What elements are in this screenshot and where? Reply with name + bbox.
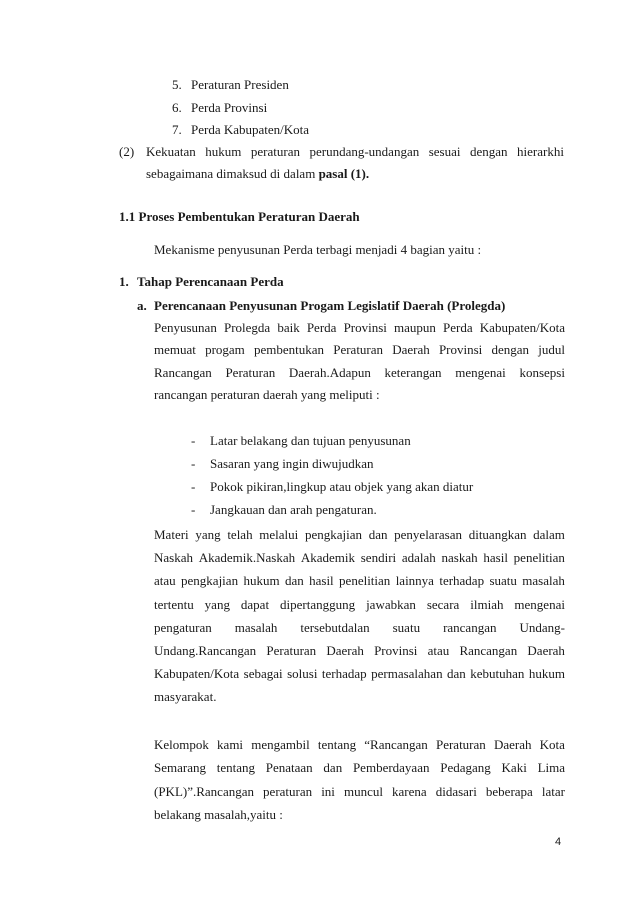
word: masalah bbox=[522, 573, 565, 588]
paragraph-line bbox=[154, 597, 565, 613]
word: naskah bbox=[441, 550, 478, 565]
word: progam bbox=[205, 342, 245, 357]
word: dengan bbox=[491, 342, 530, 357]
word: keterangan bbox=[384, 365, 442, 380]
word: yang bbox=[195, 527, 221, 542]
word: rancangan bbox=[443, 620, 497, 635]
paragraph-line bbox=[154, 784, 565, 800]
word: peraturan bbox=[263, 784, 313, 799]
word: dan bbox=[447, 666, 466, 681]
list-item-text: Perda Provinsi bbox=[191, 100, 268, 115]
word: penelitian bbox=[339, 573, 391, 588]
paragraph-line bbox=[154, 643, 565, 659]
word: karena bbox=[392, 784, 427, 799]
word: hukum bbox=[528, 666, 565, 681]
word: Rancangan bbox=[459, 643, 518, 658]
word: “Rancangan bbox=[364, 737, 428, 752]
word: pembentukan bbox=[253, 342, 325, 357]
word: Kabupaten/Kota bbox=[479, 320, 565, 335]
word: solusi bbox=[287, 666, 318, 681]
word: Kota bbox=[539, 737, 565, 752]
word: muncul bbox=[343, 784, 383, 799]
word: dipertanggung bbox=[280, 597, 356, 612]
word: penelitian bbox=[513, 550, 565, 565]
word: masalah bbox=[234, 620, 278, 635]
bullet-text: Pokok pikiran,lingkup atau objek yang akan diatur bbox=[210, 479, 474, 494]
sub-letter: a. bbox=[137, 298, 147, 313]
word: maupun bbox=[394, 320, 436, 335]
word: (PKL)”.Rancangan bbox=[154, 784, 254, 799]
word: kami bbox=[217, 737, 244, 752]
clause-line: sebagaimana dimaksud di dalam pasal (1). bbox=[146, 166, 370, 181]
word: atau bbox=[427, 643, 450, 658]
word: Kabupaten/Kota bbox=[154, 666, 240, 681]
paragraph-last-line: rancangan peraturan daerah yang meliputi : bbox=[154, 387, 380, 402]
word: Provinsi bbox=[438, 342, 483, 357]
bullet-marker: - bbox=[191, 502, 196, 517]
clause-line bbox=[146, 144, 564, 160]
word: hukum bbox=[205, 144, 242, 159]
word: suatu bbox=[489, 573, 517, 588]
word: dan bbox=[368, 527, 388, 542]
word: Daerah.Adapun bbox=[288, 365, 371, 380]
list-item-text: Perda Kabupaten/Kota bbox=[191, 122, 310, 137]
word: tentang bbox=[317, 737, 357, 752]
word: Provinsi bbox=[343, 320, 387, 335]
word: dengan bbox=[469, 144, 508, 159]
word: Daerah bbox=[392, 342, 430, 357]
paragraph-line bbox=[154, 573, 565, 589]
word: judul bbox=[538, 342, 565, 357]
word: dan bbox=[284, 573, 304, 588]
word: Peraturan bbox=[266, 643, 317, 658]
paragraph-line bbox=[154, 365, 565, 381]
list-item-number: 7. bbox=[172, 122, 182, 137]
word: Peraturan bbox=[435, 737, 486, 752]
word: lainnya bbox=[395, 573, 434, 588]
word: dapat bbox=[240, 597, 270, 612]
paragraph-last-line: masyarakat. bbox=[154, 689, 217, 704]
word: latar bbox=[541, 784, 565, 799]
word: Akademik bbox=[300, 550, 356, 565]
word: melalui bbox=[259, 527, 299, 542]
paragraph-line bbox=[154, 320, 565, 336]
word: didasari bbox=[435, 784, 477, 799]
word: tersebutdalan bbox=[300, 620, 370, 635]
word: tentang bbox=[216, 760, 255, 775]
word: Kelompok bbox=[154, 737, 209, 752]
step-number: 1. bbox=[119, 274, 129, 289]
word: Daerah bbox=[493, 737, 532, 752]
sub-title: Perencanaan Penyusunan Progam Legislatif Daerah (Prolegda) bbox=[154, 298, 506, 313]
word: sebagai bbox=[243, 666, 283, 681]
word: dituangkan bbox=[468, 527, 527, 542]
word: Materi bbox=[154, 527, 189, 542]
word: hukum bbox=[243, 573, 280, 588]
bullet-text: Jangkauan dan arah pengaturan. bbox=[210, 502, 377, 517]
word: baik bbox=[277, 320, 300, 335]
paragraph-line bbox=[154, 342, 565, 358]
word: Peraturan bbox=[333, 342, 384, 357]
intro-text: Mekanisme penyusunan Perda terbagi menjadi 4 bagian yaitu : bbox=[154, 242, 482, 257]
word: Pemberdayaan bbox=[352, 760, 430, 775]
word: mengambil bbox=[251, 737, 310, 752]
word: Daerah bbox=[326, 643, 364, 658]
word: jawabkan bbox=[366, 597, 416, 612]
paragraph-line bbox=[154, 737, 565, 753]
word: beberapa bbox=[485, 784, 533, 799]
word: yang bbox=[204, 597, 230, 612]
list-item-number: 5. bbox=[172, 77, 182, 92]
word: mengenai bbox=[455, 365, 506, 380]
word: Provinsi bbox=[374, 643, 418, 658]
paragraph-line bbox=[154, 760, 565, 776]
word: Perda bbox=[306, 320, 337, 335]
paragraph-last-line: belakang masalah,yaitu : bbox=[154, 807, 283, 822]
word: Kekuatan bbox=[146, 144, 196, 159]
word: Akademik.Naskah bbox=[198, 550, 296, 565]
list-item-number: 6. bbox=[172, 100, 182, 115]
word: perundang-undangan bbox=[309, 144, 420, 159]
word: hierarkhi bbox=[517, 144, 564, 159]
word: terhadap bbox=[439, 573, 485, 588]
word: memuat bbox=[154, 342, 196, 357]
word: sendiri bbox=[360, 550, 397, 565]
word: Undang.Rancangan bbox=[154, 643, 257, 658]
word: Kaki bbox=[501, 760, 527, 775]
paragraph-line bbox=[154, 666, 565, 682]
word: Peraturan bbox=[225, 365, 276, 380]
word: Lima bbox=[537, 760, 565, 775]
section-heading: 1.1 Proses Pembentukan Peraturan Daerah bbox=[119, 209, 360, 224]
word: Undang- bbox=[519, 620, 565, 635]
word: Naskah bbox=[154, 550, 193, 565]
word: mengenai bbox=[514, 597, 565, 612]
word: hasil bbox=[309, 573, 334, 588]
word: kebutuhan bbox=[470, 666, 525, 681]
paragraph-line bbox=[154, 527, 565, 543]
word: Pedagang bbox=[440, 760, 491, 775]
word: peraturan bbox=[250, 144, 300, 159]
word: Penyusunan bbox=[154, 320, 217, 335]
word: dalam bbox=[533, 527, 565, 542]
word: telah bbox=[227, 527, 253, 542]
word: pengaturan bbox=[154, 620, 212, 635]
word: Semarang bbox=[154, 760, 206, 775]
word: Rancangan bbox=[154, 365, 212, 380]
bullet-text: Sasaran yang ingin diwujudkan bbox=[210, 456, 374, 471]
word: Daerah bbox=[527, 643, 565, 658]
step-title: Tahap Perencanaan Perda bbox=[137, 274, 284, 289]
page-number: 4 bbox=[555, 836, 562, 848]
list-item-text: Peraturan Presiden bbox=[191, 77, 289, 92]
word: secara bbox=[426, 597, 460, 612]
word: dan bbox=[323, 760, 343, 775]
word: hasil bbox=[483, 550, 508, 565]
paragraph-line bbox=[154, 620, 565, 636]
word: permasalahan bbox=[371, 666, 443, 681]
clause-number: (2) bbox=[119, 144, 135, 159]
word: pengkajian bbox=[181, 573, 239, 588]
word: suatu bbox=[392, 620, 421, 635]
word: ini bbox=[321, 784, 335, 799]
word: ilmiah bbox=[470, 597, 504, 612]
word: Perda bbox=[443, 320, 473, 335]
word: Prolegda bbox=[223, 320, 271, 335]
word: terhadap bbox=[321, 666, 367, 681]
bullet-marker: - bbox=[191, 433, 196, 448]
bullet-text: Latar belakang dan tujuan penyusunan bbox=[210, 433, 411, 448]
word: Penataan bbox=[265, 760, 313, 775]
bullet-marker: - bbox=[191, 479, 196, 494]
word: tertentu bbox=[154, 597, 194, 612]
word: sesuai bbox=[428, 144, 461, 159]
word: pengkajian bbox=[304, 527, 362, 542]
word: adalah bbox=[401, 550, 436, 565]
word: konsepsi bbox=[519, 365, 565, 380]
bullet-marker: - bbox=[191, 456, 196, 471]
paragraph-line bbox=[154, 550, 565, 566]
word: penyelarasan bbox=[394, 527, 463, 542]
word: atau bbox=[154, 573, 176, 588]
